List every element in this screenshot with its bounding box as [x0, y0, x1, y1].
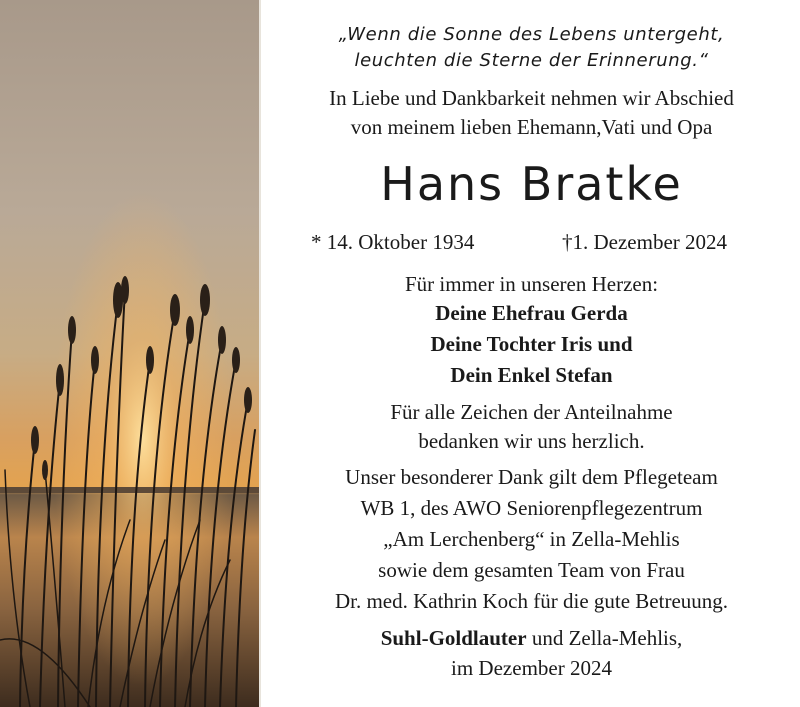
quote-line-1: „Wenn die Sonne des Lebens untergeht,	[338, 24, 725, 45]
intro-line-2: von meinem lieben Ehemann,Vati und Opa	[350, 115, 713, 139]
date-line: im Dezember 2024	[451, 656, 612, 680]
death-date: †1. Dezember 2024	[562, 230, 728, 254]
quote-line-2: leuchten die Sterne der Erinnerung.“	[354, 50, 709, 71]
hearts-line: Für immer in unseren Herzen:	[404, 272, 659, 296]
mourner-daughter: Deine Tochter Iris und	[430, 332, 633, 356]
special-thanks-line-2: WB 1, des AWO Seniorenpflegezentrum	[360, 496, 703, 520]
thanks-line-2: bedanken wir uns herzlich.	[418, 429, 645, 453]
birth-date: * 14. Oktober 1934	[311, 230, 475, 254]
special-thanks-line-1: Unser besonderer Dank gilt dem Pflegeteam	[345, 465, 718, 489]
place-line	[263, 626, 800, 651]
intro-line-1: In Liebe und Dankbarkeit nehmen wir Abschied	[329, 86, 734, 110]
mourner-grandson: Dein Enkel Stefan	[450, 363, 613, 387]
sunset-reed-photo	[0, 0, 259, 707]
photo-divider	[259, 0, 261, 707]
mourner-wife: Deine Ehefrau Gerda	[435, 301, 628, 325]
special-thanks-line-3: „Am Lerchenberg“ in Zella-Mehlis	[383, 527, 680, 551]
place-rest: und Zella-Mehlis,	[526, 626, 683, 650]
deceased-name: Hans Bratke	[380, 157, 683, 211]
special-thanks-line-4: sowie dem gesamten Team von Frau	[378, 558, 685, 582]
thanks-line-1: Für alle Zeichen der Anteilnahme	[390, 400, 673, 424]
obituary-text	[263, 0, 800, 707]
special-thanks-line-5: Dr. med. Kathrin Koch für die gute Betreuung.	[334, 589, 729, 613]
place-bold: Suhl-Goldlauter	[380, 626, 527, 650]
